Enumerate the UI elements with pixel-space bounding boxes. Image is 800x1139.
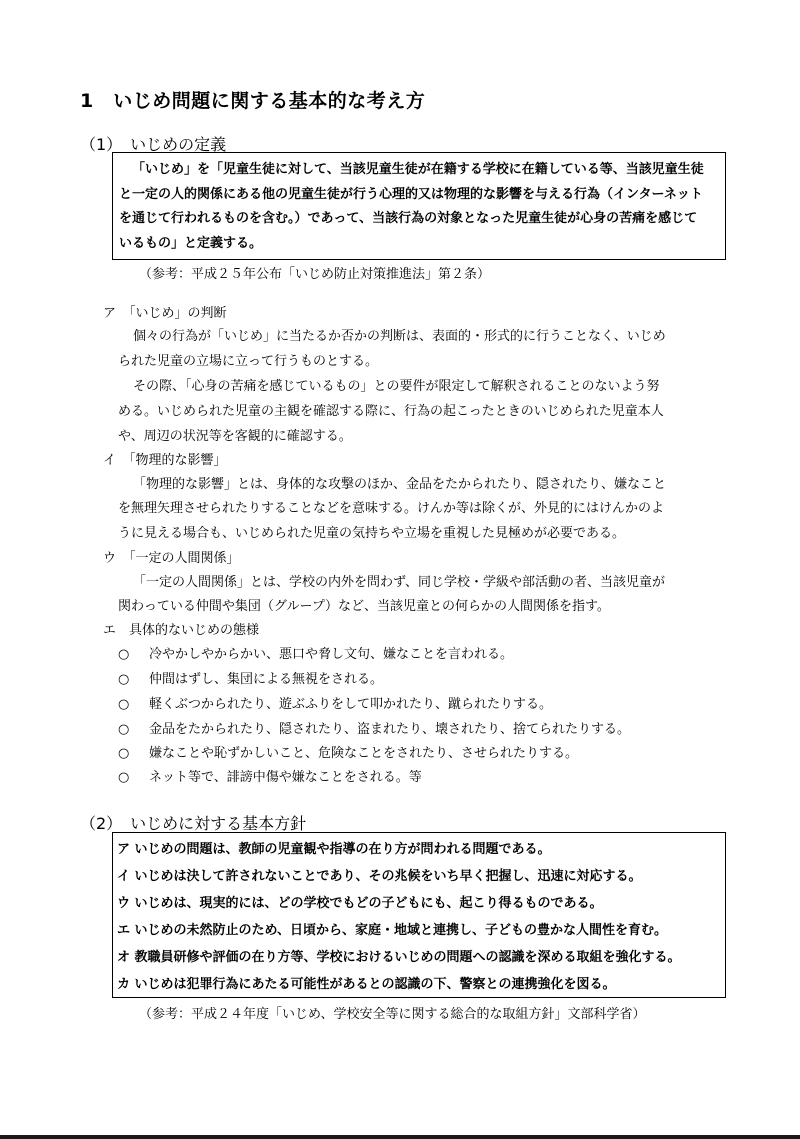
body-line: 個々の行為が「いじめ」に当たるか否かの判断は、表面的・形式的に行うことなく、いじめ xyxy=(133,329,666,344)
bullet-circle-icon: ○ xyxy=(118,647,130,662)
list-item-text: 金品をたかられたり、隠されたり、盗まれたり、壊されたり、捨てられたりする。 xyxy=(149,722,631,737)
policy-item: カ いじめは犯罪行為にあたる可能性があるとの認識の下、警察との連携強化を図る。 xyxy=(117,977,616,992)
list-item xyxy=(118,693,552,712)
list-item-text: 仲間はずし、集団による無視をされる。 xyxy=(149,672,384,687)
bullet-circle-icon: ○ xyxy=(118,697,130,712)
section-heading-definition: （1） いじめの定義 xyxy=(80,135,227,154)
policy-box xyxy=(112,832,726,998)
definition-line: いるもの」と定義する。 xyxy=(119,235,263,251)
list-item xyxy=(118,668,383,687)
policy-item: ウ いじめは、現実的には、どの学校でもどの子どもにも、起こり得るものである。 xyxy=(117,896,603,911)
list-item xyxy=(118,718,630,737)
body-line: 「一定の人間関係」とは、学校の内外を問わず、同じ学校・学級や部活動の者、当該児童が xyxy=(133,575,665,590)
bullet-circle-icon: ○ xyxy=(118,746,130,761)
body-line: や、周辺の状況等を客観的に確認する。 xyxy=(118,429,352,444)
bullet-circle-icon: ○ xyxy=(118,770,130,785)
body-line: を無理矢理させられたりすることなどを意味する。けんか等は除くが、外見的にはけんかのよ xyxy=(118,501,665,516)
subheading-i: イ 「物理的な影響」 xyxy=(103,453,227,468)
policy-item: ア いじめの問題は、教師の児童観や指導の在り方が問われる問題である。 xyxy=(117,842,551,857)
body-line: 「物理的な影響」とは、身体的な攻撃のほか、金品をたかられたり、隠されたり、嫌なこと xyxy=(133,477,667,492)
definition-box xyxy=(112,152,726,260)
policy-reference: （参考：平成２４年度「いじめ、学校安全等に関する総合的な取組方針」文部科学省） xyxy=(139,1007,646,1022)
list-item-text: 冷やかしやからかい、悪口や脅し文句、嫌なことを言われる。 xyxy=(149,647,514,662)
subheading-e: エ 具体的ないじめの態様 xyxy=(103,623,260,638)
list-item-text: 嫌なことや恥ずかしいこと、危険なことをされたり、させられたりする。 xyxy=(149,746,579,761)
list-item xyxy=(118,742,578,761)
page-title: 1 いじめ問題に関する基本的な考え方 xyxy=(80,90,426,112)
definition-line: 「いじめ」を「児童生徒に対して、当該児童生徒が在籍する学校に在籍している等、当該児童生徒 xyxy=(132,162,704,177)
section-heading-policy: （2） いじめに対する基本方針 xyxy=(80,814,307,833)
definition-line: と一定の人的関係にある他の児童生徒が行う心理的又は物理的な影響を与える行為（インターネット xyxy=(119,186,703,202)
list-item-text: 軽くぶつかられたり、遊ぶふりをして叩かれたり、蹴られたりする。 xyxy=(149,697,553,712)
policy-item: オ 教職員研修や評価の在り方等、学校におけるいじめの問題への認識を深める取組を強化する。 xyxy=(117,950,681,965)
bullet-circle-icon: ○ xyxy=(118,722,130,737)
body-line: その際、「心身の苦痛を感じているもの」との要件が限定して解釈されることのないよう努 xyxy=(133,379,660,394)
list-item xyxy=(118,766,422,785)
body-line: られた児童の立場に立って行うものとする。 xyxy=(118,354,379,369)
definition-reference: （参考：平成２５年公布「いじめ防止対策推進法」第２条） xyxy=(139,267,491,282)
list-item xyxy=(118,643,513,662)
subheading-a: ア 「いじめ」の判断 xyxy=(103,306,227,321)
policy-item: エ いじめの未然防止のため、日頃から、家庭・地域と連携し、子どもの豊かな人間性を育む。 xyxy=(117,923,668,938)
page-bottom-border xyxy=(0,1135,800,1139)
policy-item: イ いじめは決して許されないことであり、その兆候をいち早く把握し、迅速に対応する。 xyxy=(117,869,642,884)
body-line: める。いじめられた児童の主観を確認する際に、行為の起こったときのいじめられた児童本人 xyxy=(118,404,664,419)
bullet-circle-icon: ○ xyxy=(118,672,130,687)
body-line: 関わっている仲間や集団（グループ）など、当該児童との何らかの人間関係を指す。 xyxy=(118,599,610,614)
definition-line: を通じて行われるものを含む。）であって、当該行為の対象となった児童生徒が心身の苦痛を感じて xyxy=(119,211,698,226)
subheading-u: ウ 「一定の人間関係」 xyxy=(103,551,240,566)
body-line: うに見える場合も、いじめられた児童の気持ちや立場を重視した見極めが必要である。 xyxy=(118,526,626,541)
list-item-text: ネット等で、誹謗中傷や嫌なことをされる。等 xyxy=(149,770,422,785)
